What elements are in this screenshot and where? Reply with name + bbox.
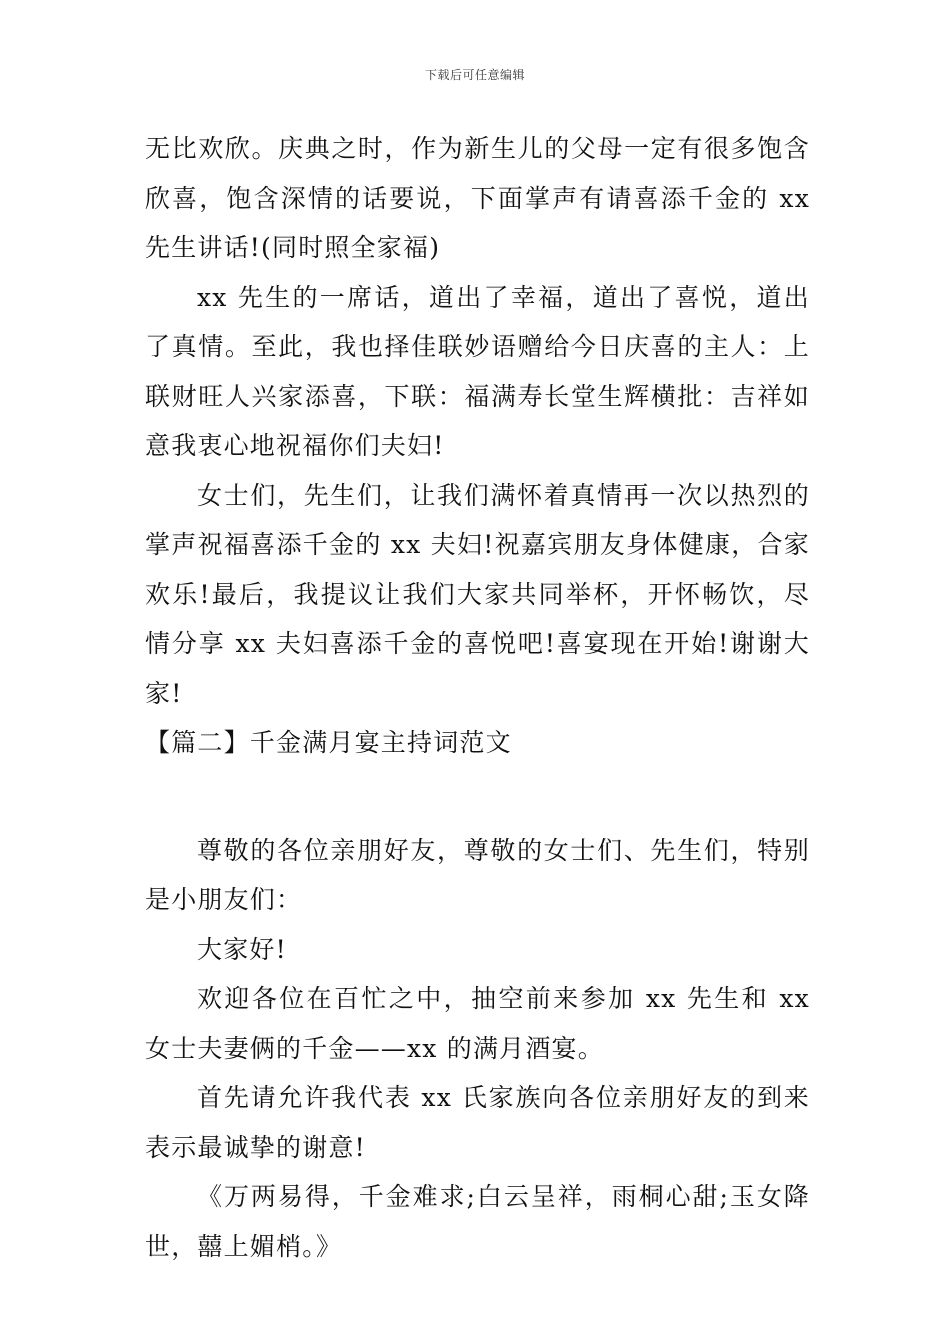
document-body [145, 124, 810, 1271]
section-heading: 【篇二】千金满月宴主持词范文 [145, 728, 512, 757]
paragraph-continued: 无比欢欣。庆典之时，作为新生儿的父母一定有很多饱含欣喜，饱含深情的话要说，下面掌声有请喜添千金的 xx 先生讲话!(同时照全家福) [145, 134, 810, 262]
paragraph: 女士们，先生们，让我们满怀着真情再一次以热烈的掌声祝福喜添千金的 xx 夫妇!祝嘉宾朋友身体健康，合家欢乐!最后，我提议让我们大家共同举杯，开怀畅饮，尽情分享 xx 夫妇喜添千金的喜悦吧!喜宴现在开始!谢谢大家! [145, 480, 810, 708]
blank-line [145, 768, 810, 826]
paragraph: 首先请允许我代表 xx 氏家族向各位亲朋好友的到来表示最诚挚的谢意! [145, 1083, 810, 1162]
paragraph: 《万两易得，千金难求;白云呈祥，雨桐心甜;玉女降世，囍上媚梢。》 [145, 1182, 810, 1261]
paragraph: 欢迎各位在百忙之中，抽空前来参加 xx 先生和 xx 女士夫妻俩的千金——xx 的满月酒宴。 [145, 984, 810, 1063]
paragraph: 尊敬的各位亲朋好友，尊敬的女士们、先生们，特别是小朋友们： [145, 835, 810, 914]
paragraph: xx 先生的一席话，道出了幸福，道出了喜悦，道出了真情。至此，我也择佳联妙语赠给今日庆喜的主人：上联财旺人兴家添喜，下联：福满寿长堂生辉横批：吉祥如意我衷心地祝福你们夫妇! [145, 282, 810, 460]
paragraph: 大家好! [197, 934, 287, 964]
page-header: 下载后可任意编辑 [424, 68, 525, 82]
